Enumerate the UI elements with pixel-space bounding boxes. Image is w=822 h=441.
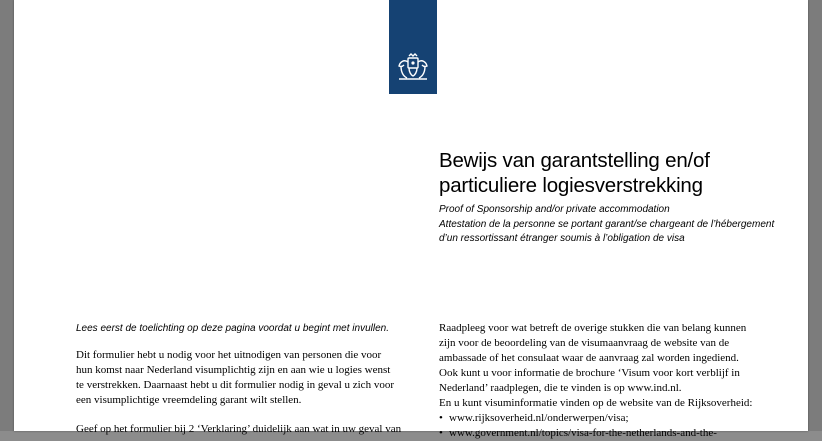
- government-logo-bar: [389, 0, 437, 94]
- text-line: Raadpleeg voor wat betreft de overige stukken die van belang kunnen: [439, 322, 747, 334]
- title-line-1: Bewijs van garantstelling en/of: [439, 149, 710, 172]
- subtitle-french-line-2: d’un ressortissant étranger soumis à l’obligation de visa: [439, 233, 685, 244]
- document-subtitle: [439, 203, 799, 247]
- text-line: Geef op het formulier bij 2 ‘Verklaring’ duidelijk aan wat in uw geval van: [76, 423, 402, 435]
- bullet-link-government[interactable]: • www.government.nl/topics/visa-for-the-netherlands-and-the-: [439, 426, 789, 441]
- viewer-background-left: [0, 0, 14, 431]
- paragraph-other-documents: [439, 321, 789, 441]
- text-line: een visumplichtige vreemdeling garant wilt stellen.: [76, 394, 302, 406]
- title-line-2: particuliere logiesverstrekking: [439, 174, 703, 197]
- subtitle-french-line-1: Attestation de la personne se portant garant/se chargeant de l’hébergement: [439, 218, 775, 230]
- text-line: zijn voor de beoordeling van de visumaanvraag de website van de: [439, 337, 730, 349]
- text-line: hun komst naar Nederland visumplichtig zijn en aan wie u logies wenst: [76, 364, 391, 376]
- dutch-coat-of-arms-icon: [395, 52, 431, 82]
- viewer-background-right: [808, 0, 822, 431]
- right-text-column: [439, 321, 789, 441]
- paragraph-declaration: [76, 422, 421, 437]
- intro-instruction: Lees eerst de toelichting op deze pagina voordat u begint met invullen.: [76, 323, 389, 334]
- text-line: En u kunt visuminformatie vinden op de website van de Rijksoverheid:: [439, 397, 753, 409]
- text-line: ambassade of het consulaat waar de aanvraag zal worden ingediend.: [439, 352, 739, 364]
- subtitle-english: Proof of Sponsorship and/or private accommodation: [439, 204, 670, 215]
- text-line: Nederland’ raadplegen, die te vinden is op www.ind.nl.: [439, 382, 682, 394]
- bullet-link-rijksoverheid[interactable]: • www.rijksoverheid.nl/onderwerpen/visa;: [439, 411, 789, 426]
- left-text-column: [76, 321, 421, 437]
- document-title: [439, 148, 799, 198]
- text-line: Ook kunt u voor informatie de brochure ‘Visum voor kort verblijf in: [439, 367, 740, 379]
- text-line: Dit formulier hebt u nodig voor het uitnodigen van personen die voor: [76, 349, 382, 361]
- document-page: [14, 0, 808, 439]
- paragraph-form-purpose: [76, 348, 421, 408]
- text-line: te verstrekken. Daarnaast hebt u dit formulier nodig in geval u zich voor: [76, 379, 394, 391]
